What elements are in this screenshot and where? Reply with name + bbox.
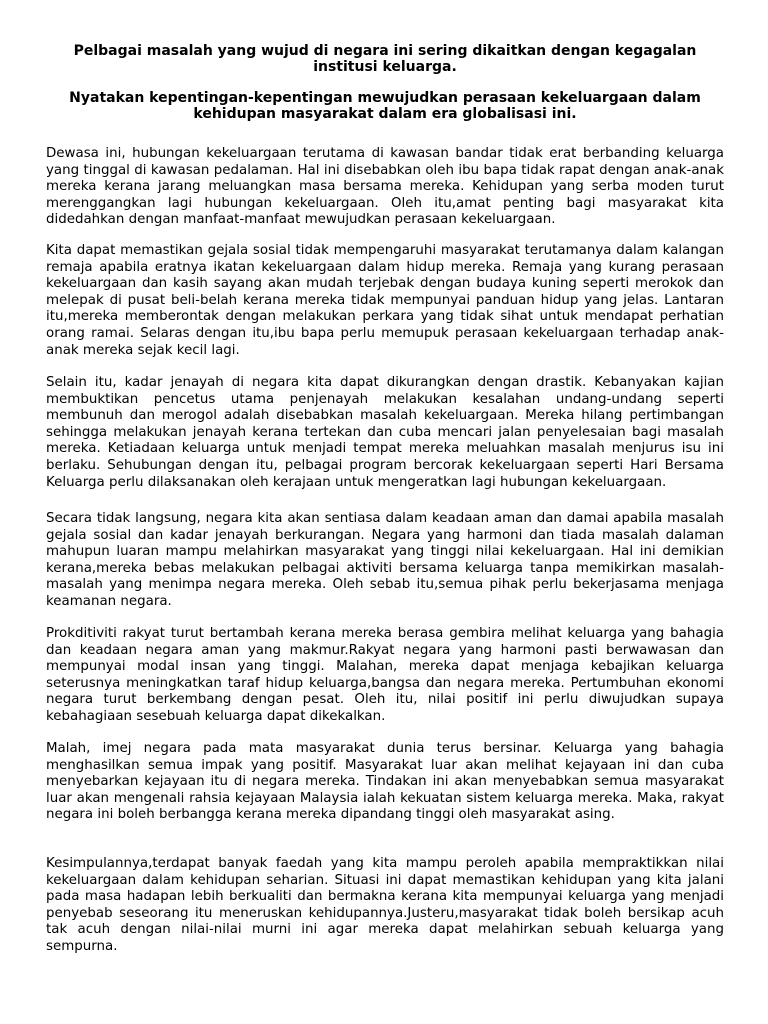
- paragraph-peace: Secara tidak langsung, negara kita akan sentiasa dalam keadaan aman dan damai apabila masalah gejala sosial dan kadar jenayah berkurangan. Negara yang harmoni dan tiada masalah dalaman mahupun luaran mampu melahirkan masyarakat yang tinggi nilai kekeluargaan. Hal ini demikian kerana,mereka bebas melakukan pelbagai aktiviti bersama keluarga tanpa memikirkan masalah-masalah yang menimpa negara mereka. Oleh sebab itu,semua pihak perlu bekerjasama menjaga keamanan negara.: [46, 511, 724, 609]
- paragraph-social-problems: Kita dapat memastikan gejala sosial tidak mempengaruhi masyarakat terutamanya dalam kalangan remaja apabila eratnya ikatan kekeluargaan dalam hidup mereka. Remaja yang kurang perasaan kekeluargaan dan kasih sayang akan mudah terjebak dengan budaya kuning seperti merokok dan melepak di pusat beli-belah kerana mereka tidak mempunyai panduan hidup yang jelas. Lantaran itu,mereka memberontak dengan melakukan perkara yang tidak sihat untuk mendapat perhatian orang ramai. Selaras dengan itu,ibu bapa perlu memupuk perasaan kekeluargaan terhadap anak-anak mereka sejak kecil lagi.: [46, 243, 724, 358]
- paragraph-crime-rate: Selain itu, kadar jenayah di negara kita dapat dikurangkan dengan drastik. Kebanyakan kajian membuktikan pencetus utama penjenayah melakukan kesalahan undang-undang seperti membunuh dan merogol adalah disebabkan masalah kekeluargaan. Mereka hilang pertimbangan sehingga melakukan jenayah kerana tertekan dan cuba mencari jalan penyelesaian bagi masalah mereka. Ketiadaan keluarga untuk menjadi tempat mereka meluahkan masalah menjurus isu ini berlaku. Sehubungan dengan itu, pelbagai program bercorak kekeluargaan seperti Hari Bersama Keluarga perlu dilaksanakan oleh kerajaan untuk mengeratkan lagi hubungan kekeluargaan.: [46, 375, 724, 490]
- paragraph-introduction: Dewasa ini, hubungan kekeluargaan terutama di kawasan bandar tidak erat berbanding keluarga yang tinggal di kawasan pedalaman. Hal ini disebabkan oleh ibu bapa tidak rapat dengan anak-anak mereka kerana jarang meluangkan masa bersama mereka. Kehidupan yang serba moden turut merenggangkan lagi hubungan kekeluargaan. Oleh itu,amat penting bagi masyarakat kita didedahkan dengan manfaat-manfaat mewujudkan perasaan kekeluargaan.: [46, 146, 724, 228]
- paragraph-national-image: Malah, imej negara pada mata masyarakat dunia terus bersinar. Keluarga yang bahagia menghasilkan semua impak yang positif. Masyarakat luar akan melihat kejayaan ini dan cuba menyebarkan kejayaan itu di negara mereka. Tindakan ini akan menyebabkan semua masyarakat luar akan mengenali rahsia kejayaan Malaysia ialah kekuatan sistem keluarga mereka. Maka, rakyat negara ini boleh berbangga kerana mereka dipandang tinggi oleh masyarakat asing.: [46, 741, 724, 823]
- essay-question: Nyatakan kepentingan-kepentingan mewujudkan perasaan kekeluargaan dalam kehidupan masyarakat dalam era globalisasi ini.: [69, 90, 701, 122]
- paragraph-productivity: Prokditiviti rakyat turut bertambah kerana mereka berasa gembira melihat keluarga yang bahagia dan keadaan negara aman yang makmur.Rakyat negara yang harmoni pasti berwawasan dan mempunyai modal insan yang tinggi. Malahan, mereka dapat menjaga kebajikan keluarga seterusnya meningkatkan taraf hidup keluarga,bangsa dan negara mereka. Pertumbuhan ekonomi negara turut berkembang dengan pesat. Oleh itu, nilai positif ini perlu diwujudkan supaya kebahagiaan sesebuah keluarga dapat dikekalkan.: [46, 626, 724, 724]
- document-page: [46, 43, 724, 954]
- paragraph-conclusion: Kesimpulannya,terdapat banyak faedah yang kita mampu peroleh apabila mempraktikkan nilai kekeluargaan dalam kehidupan seharian. Situasi ini dapat memastikan kehidupan yang kita jalani pada masa hadapan lebih berkualiti dan bermakna kerana kita mempunyai keluarga yang menjadi penyebab seseorang itu meneruskan kehidupannya.Justeru,masyarakat tidak boleh bersikap acuh tak acuh dengan nilai-nilai murni ini agar mereka dapat melahirkan sebuah keluarga yang sempurna.: [46, 856, 724, 954]
- document-heading: Pelbagai masalah yang wujud di negara ini sering dikaitkan dengan kegagalan institusi keluarga.: [73, 43, 697, 75]
